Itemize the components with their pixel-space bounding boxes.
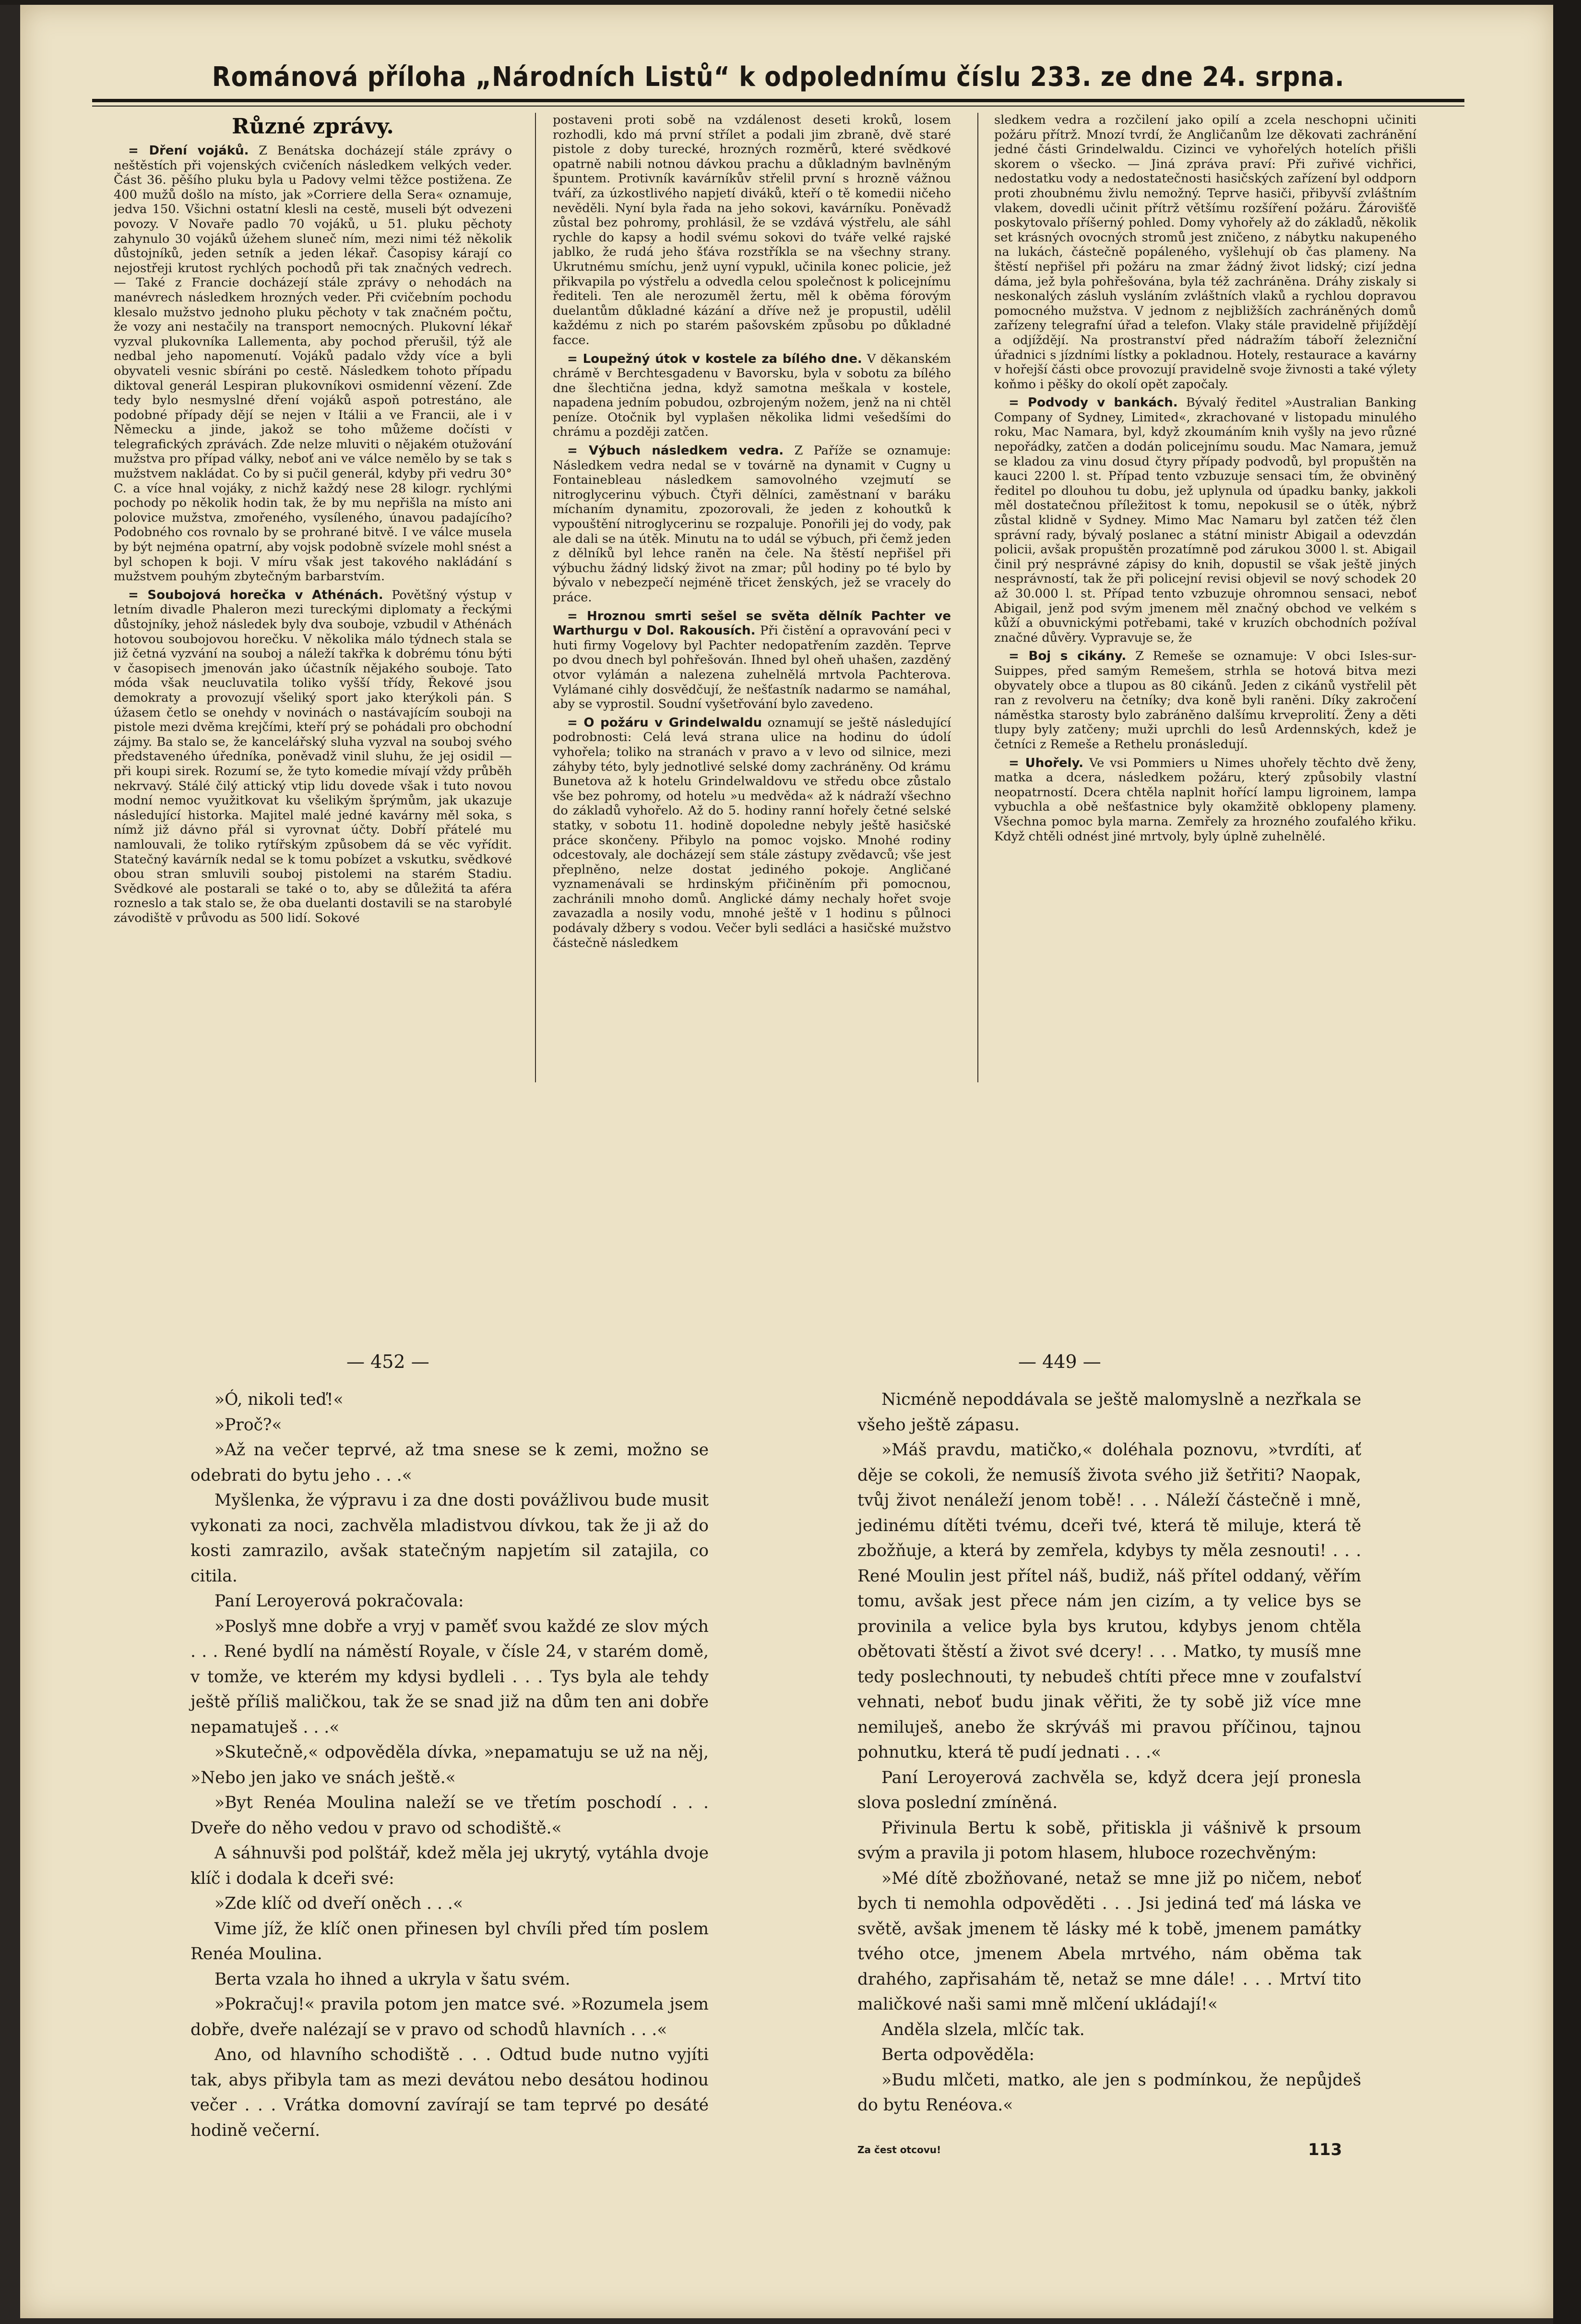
news-item	[994, 395, 1416, 645]
news-item	[553, 352, 951, 440]
novel-paragraph: Nicméně nepoddávala se ještě malomyslně a nezřkala se všeho ještě zápasu.	[857, 1390, 1361, 1435]
novel-paragraph: Berta odpověděla:	[881, 2045, 1035, 2064]
news-column-1	[114, 113, 512, 1078]
novel-paragraph: »Ó, nikoli teď!«	[214, 1390, 344, 1409]
binding-edge	[1553, 0, 1581, 2324]
page-top-edge	[0, 0, 1581, 5]
news-column-2	[553, 113, 951, 1078]
section-heading: Různé zprávy.	[232, 114, 394, 139]
news-column-3	[994, 113, 1416, 1078]
news-item	[553, 716, 951, 951]
news-item	[553, 443, 951, 605]
novel-paragraph: Paní Leroyerová zachvěla se, když dcera její pronesla slova poslední zmíněná.	[857, 1768, 1361, 1812]
novel-paragraph: »Budu mlčeti, matko, ale jen s podmínkou, že nepůjdeš do bytu Renéova.«	[857, 2070, 1361, 2115]
masthead-title: Románová příloha „Národních Listů“ k odpolednímu číslu 233. ze dne 24. srpna.	[212, 61, 1345, 93]
news-item-heading: = Uhořely.	[1009, 755, 1083, 770]
header-rule-thin	[92, 106, 1464, 107]
news-item-text: Bývalý ředitel »Australian Banking Company of Sydney, Limited«, zkrachované v listopadu minulého roku, Mac Namara, byl, když zkoumáním knih vyšly na jevo různé nepořádky, zatčen a dodán policejnímu soudu. Mac Namara, jemuž se kladou za vinu dosud čtyry případy podvodů, byl propuštěn na kauci 2200 l. st. Případ tento vzbuzuje sensaci tím, že obviněný ředitel po dlouhou tu dobu, jež uplynula od úpadku banky, jakkoli měl dostatečnou příležitost k tomu, nepokusil se o útěk, nýbrž zůstal klidně v Sydney. Mimo Mac Namaru byl zatčen též člen správní rady, bývalý poslanec a státní ministr Abigail a odevzdán policii, avšak propuštěn prozatímně pod zárukou 3000 l. st. Abigail činil prý nesprávné zápisy do knih, dopustil se však ještě jiných nesprávností, tak že při policejní revisi objevil se nový schodek 20 až 30.000 l. st. Případ tento vzbuzuje ohromnou sensaci, neboť Abigail, jenž pod svým jmenem měl značný obchod ve velkém s kůží a obuvnickými potřebami, také v kruzích obchodních požíval značné důvěry. Vypravuje se, že	[994, 395, 1416, 645]
novel-paragraph: Přivinula Bertu k sobě, přitiskla ji vášnivě k prsoum svým a pravila ji potom hlasem, hluboce rozechvěným:	[857, 1818, 1361, 1863]
newspaper-page	[20, 5, 1556, 2318]
news-item-heading: = O požáru v Grindelwaldu	[567, 715, 762, 730]
header-rule	[92, 99, 1464, 102]
news-item	[114, 588, 512, 926]
novel-paragraph: Berta vzala ho ihned a ukryla v šatu svém.	[214, 1969, 571, 1989]
novel-paragraph: A sáhnuvši pod polštář, kdež měla jej ukrytý, vytáhla dvoje klíč i dodala k dceři své:	[190, 1844, 709, 1888]
novel-paragraph: Myšlenka, že výpravu i za dne dosti povážlivou bude musit vykonati za noci, zachvěla mladistvou dívkou, tak že ji až do kosti zamrazilo, avšak statečným napjetím sil zatajila, co citila.	[190, 1491, 709, 1586]
news-item	[994, 113, 1416, 392]
news-item-text: Z Benátska docházejí stále zprávy o neštěstích při vojenských cvičeních následkem velkých veder. Část 36. pěšího pluku byla u Padovy velmi těžce postižena. Ze 400 mužů došlo na místo, jak »Corriere della Sera« oznamuje, jedva 150. Všichni ostatní klesli na cestě, museli být odvezeni povozy. V Novaře padlo 70 vojáků, u 51. pluku pěchoty zahynulo 30 vojáků úžehem sluneč ním, mezi nimi též několik důstojníků, jeden setník a jeden lékař. Časopisy kárají co nejostřeji krutost rychlých pochodů při tak značných vedrech. — Také z Francie docházejí stále zprávy o nehodách na manévrech následkem hrozných veder. Při cvičebním pochodu klesalo mužstvo jednoho pluku pěchoty v tak značném počtu, že vozy ani nestačily na transport nemocných. Plukovní lékař vyzval plukovníka Lallementa, aby pochod přerušil, týž ale nedbal jeho napomenutí. Vojáků padalo vždy více a byli obyvateli vesnic sbíráni po cestě. Následkem tohoto případu diktoval generál Lespiran plukovníkovi osmidenní vězení. Zde tedy bylo nesmyslné dření vojáků aspoň potrestáno, ale podobné případy dějí se nejen v Itálii a ve Francii, ale i v Německu a jinde, jakož se toho můžeme dočísti v telegrafických zprávách. Zde nelze mluviti o nějakém otužování mužstva pro případ války, neboť ani ve válce nemělo by se tak s mužstvem nakládat. Co by si pučil generál, kdyby při vedru 30° C. a více hnal vojáky, z nichž každý nese 28 kilogr. rychlými pochody po několik hodin tak, že by mu nepřišla na místo ani polovice mužstva, zmořeného, vysíleného, únavou padajícího? Podobného cos rovnalo by se prohrané bitvě. I ve válce musela by být nejména opatrní, aby vojsk podobně svízele mohl snést a byl schopen k boji. V míru však jest takového nakládání s mužstvem pouhým zbytečným barbarstvím.	[114, 144, 512, 584]
news-item	[994, 649, 1416, 752]
novel-paragraph: Vime jíž, že klíč onen přinesen byl chvíli před tím poslem Renéa Moulina.	[190, 1919, 709, 1964]
news-item-heading: = Hroznou smrti sešel se světa dělník Pachter ve Warthurgu v Dol. Rakousích.	[553, 609, 951, 638]
news-item-heading: = Podvody v bankách.	[1009, 395, 1178, 410]
news-item	[114, 144, 512, 584]
news-item-heading: = Loupežný útok v kostele za bílého dne.	[567, 351, 862, 366]
news-item	[994, 756, 1416, 844]
novel-paragraph: »Zde klíč od dveří oněch . . .«	[214, 1894, 463, 1913]
news-item-heading: = Dření vojáků.	[128, 144, 249, 158]
novel-paragraph: Anděla slzela, mlčíc tak.	[881, 2020, 1085, 2039]
news-item-text: Z Paříže se oznamuje: Následkem vedra nedal se v továrně na dynamit v Cugny u Fontainebleau následkem samovolného vzejmutí se nitroglycerinu výbuch. Čtyři dělníci, zaměstnaní v baráku míchaním dynamitu, zpozorovali, že jeden z kohoutků k vypouštění nitroglycerinu se rozpaluje. Ponořili jej do vody, pak ale dali se na útěk. Minutu na to udál se výbuch, při čemž jeden z dělníků byl lehce raněn na čele. Na štěstí nepřišel při výbuchu žádný lidský život na zmar; půl hodiny po té bylo by bývalo v nebezpečí nejméně třicet ženských, jež se vracely do práce.	[553, 443, 951, 605]
novel-paragraph: »Až na večer teprvé, až tma snese se k zemi, možno se odebrati do bytu jeho . . .«	[190, 1440, 709, 1485]
news-item	[553, 609, 951, 712]
news-item-text: Z Remeše se oznamuje: V obci Isles-sur-Suippes, před samým Remešem, strhla se hotová bitva mezi obyvately obce a tlupou as 80 cikánů. Jeden z cikánů vystřelil pět ran z revolveru na četníky; dva koně byli raněni. Díky zakročení náměstka starosty bylo zabráněno dalšímu krveprolití. Ženy a děti tlupy byly zatčeny; muži uprchli do lesů Ardennských, kdež je četníci z Remeše a Rethelu pronásledují.	[994, 649, 1416, 752]
novel-paragraph: »Byt Renéa Moulina naleží se ve třetím poschodí . . . Dveře do něho vedou v pravo od schodiště.«	[190, 1793, 709, 1838]
news-item-text: Povětšný výstup v letním divadle Phaleron mezi tureckými diplomaty a řeckými důstojníky, jehož následek byly dva souboje, vzbudil v Athénách hotovou soubojovou horečku. V několika málo týdnech stala se již četná vyzvání na souboj a náleží takřka k dobrému tónu býti v časopisech jmenován jako účastník nějakého souboje. Tato móda však neucluvatila toliko vyšší třídy, Řekové jsou demokraty a provozují všeliký sport jako kterýkoli pán. S úžasem četlo se onehdy v novinách o nastávajícím souboji na pistole mezi dvěma krejčími, kteří prý se pohádali pro obchodní zájmy. Ba stalo se, že kancelářský sluha vyzval na souboj svého představeného úředníka, poněvadž vinil sluhu, že jej osidil — při koupi sirek. Rozumí se, že tyto komedie mívají vždy průběh nekrvavý. Stálé čilý attický vtip lidu dovede však i tuto novou modní nemoc využitkovat ku všelikým šprýmům, jak ukazuje následující historka. Majitel malé jedné kavárny měl soka, s nímž již dávno přál si vyrovnat účty. Dobří přátelé mu namlouvali, že toliko rytířským způsobem dá se věc vyřídit. Statečný kavárník nedal se k tomu pobízet a vskutku, svědkové obou stran smluvili souboj pistolemi na starém Stadiu. Svědkové ale postarali se také o to, aby se důležitá ta aféra rozneslo a tak stalo se, že oba duelanti dostavili se na starobylé závodiště v průvodu as 500 lidí. Sokové	[114, 587, 512, 925]
column-divider	[535, 113, 536, 1082]
news-item-text: oznamují se ještě následující podrobnosti: Celá levá strana ulice na hodinu do údolí vyhořela; toliko na stranách v pravo a v levo od silnice, mezi záhyby této, byly jednotlivé selské domy zachráněny. Od krámu Bunetova až k hotelu Grindelwaldovu ve středu obce zůstalo vše bez pohromy, od hotelu »u medvěda« až k nádraží všechno do základů vyhořelo. Až do 5. hodiny ranní hořely četné selské statky, v sobotu 11. hodině dopoledne nebyly ještě hasičské práce skončeny. Přibylo na pomoc vojsko. Mnohé rodiny odcestovaly, ale docházejí sem stále zástupy zvědavců; vše jest přeplněno, nelze dostat jediného pokoje. Angličané vyznamenávali se hrdinským přičiněním při pomocnou, zachránili mnoho domů. Anglické dámy nechaly hořet svoje zavazadla a nosily vodu, mnohé ještě v 1 hodinu s půlnoci podávaly džbery s vodou. Večer byli sedláci a hasičské mužstvo částečně následkem	[553, 715, 951, 950]
novel-page-footer	[857, 2137, 1361, 2163]
news-item-text: Ve vsi Pommiers u Nimes uhořely těchto dvě ženy, matka a dcera, následkem požáru, který způsobily vlastní neopatrností. Dcera chtěla naplnit hořící lampu ligroinem, lampa vybuchla a obě nešťastnice byly okamžitě obklopeny plameny. Všechna pomoc byla marna. Zemřely za hrozného zoufalého křiku. Když chtěli odnést jiné mrtvoly, byly úplně zuhelnělé.	[994, 755, 1416, 844]
novel-paragraph: »Mé dítě zbožňované, netaž se mne již po ničem, neboť bych ti nemohla odpověděti . . . Jsi jediná teď má láska ve světě, avšak jmenem tě lásky mé k tobě, jmenem památky tvého otce, jmenem Abela mrtvého, nám oběma tak drahého, zapřisahám tě, netaž se mne dále! . . . Mrtví tito maličkové naši sami mně mlčení ukládají!«	[857, 1869, 1361, 2014]
news-item-heading: = Soubojová horečka v Athénách.	[128, 587, 383, 602]
novel-paragraph: Ano, od hlavního schodiště . . . Odtud bude nutno vyjíti tak, abys přibyla tam as mezi devátou nebo desátou hodinou večer . . . Vrátka domovní zavírají se tam teprvé po desáté hodině večerní.	[190, 2045, 709, 2140]
footer-signature: Za čest otcovu!	[857, 2144, 941, 2156]
novel-page-number-right: — 449 —	[1018, 1351, 1101, 1372]
novel-page-left	[190, 1387, 709, 2143]
novel-paragraph: »Máš pravdu, matičko,« doléhala poznovu, »tvrdíti, ať děje se cokoli, že nemusíš života svého již šetřiti? Naopak, tvůj život nenáleží jenom tobě! . . . Náleží částečně i mně, jedinému dítěti tvému, dceři tvé, která tě miluje, která tě zbožňuje, a která by zemřela, kdybys ty měla zesnouti! . . . René Moulin jest přítel náš, budiž, náš přítel oddaný, věřím tomu, avšak jest přece nám jen cizím, a ty velice bys se provinila a velice byla bys krutou, kdybys jenom chtěla obětovati štěstí a život své dcery! . . . Matko, ty musíš mne tedy poslechnouti, ty nebudeš chtíti přece mne v zoufalství vehnati, neboť budu jinak věřiti, že ty sobě již více mne nemiluješ, anebo že skrýváš mi pravou příčinou, tajnou pohnutku, která tě pudí jednati . . .«	[857, 1440, 1361, 1762]
novel-paragraph: »Pokračuj!« pravila potom jen matce své. »Rozumela jsem dobře, dveře nalézají se v pravo od schodů hlavních . . .«	[190, 1995, 709, 2039]
news-item-heading: = Výbuch následkem vedra.	[567, 443, 784, 458]
news-item-text: V děkanském chrámě v Berchtesgadenu v Bavorsku, byla v sobotu za bílého dne šlechtična jedna, když samotna meškala v kostele, napadena jedním pobudou, ozbrojeným nožem, jenž na ni chtěl peníze. Otočnik byl vyplašen několika lidmi vešedšími do chrámu a později zatčen.	[553, 351, 951, 440]
footer-sheet-number: 113	[1308, 2140, 1342, 2159]
news-item-text: postaveni proti sobě na vzdálenost deseti kroků, losem rozhodli, kdo má první střílet a podali jim zbraně, dvě staré pistole z doby turecké, hrozných rozměrů, které svědkové opatrně nabili notnou dávkou prachu a důkladným bavlněným špuntem. Protivník kavárníkův střelil první s hrozně vážnou tváří, za úzkostlivého napjetí diváků, kteří o tě komedii ničeho nevěděli. Nyní byla řada na jeho sokovi, kavárníku. Poněvadž zůstal bez pohromy, prohlásil, že se vzdává výstřelu, ale sáhl rychle do kapsy a hodil svému sokovi do tváře velké rajské jablko, že rudá jeho šťáva rozstříkla se na všechny strany. Ukrutnému smíchu, jenž uyní vypukl, učinila konec policie, jež přikvapila po výstřelu a odvedla celou společnost k policejnímu řediteli. Ten ale nerozuměl žertu, měl k oběma fórovým duelantům důkladné kázání a dříve než je propustil, udělil každému z nich po starém pašovském způsobu po důkladné facce.	[553, 113, 951, 347]
news-item-heading: = Boj s cikány.	[1009, 649, 1127, 664]
novel-paragraph: Paní Leroyerová pokračovala:	[214, 1592, 464, 1611]
news-item	[553, 113, 951, 348]
novel-paragraph: »Skutečně,« odpověděla dívka, »nepamatuju se už na něj, »Nebo jen jako ve snách ještě.«	[190, 1743, 709, 1787]
news-item-text: Při čistění a opravování peci v huti firmy Vogelovy byl Pachter nedopatřením zazděn. Teprve po dvou dnech byl pohřešován. Ihned byl oheň uhašen, zazděný otvor vylámán a nalezena zuhelnělá mrtvola Pachterova. Vylámané cihly dosvědčují, že nešťastník nadarmo se namáhal, aby se vyprostil. Soudní vyšetřování bylo zavedeno.	[553, 623, 951, 712]
news-item-text: sledkem vedra a rozčilení jako opilí a zcela neschopni učiniti požáru přítrž. Mnozí tvrdí, že Angličanům lze děkovati zachránění jedné části Grindelwaldu. Cizinci ve vyhořelých hotelích přišli skorem o všecko. — Jiná zpráva praví: Při zuřivé vichřici, nedostatku vody a nedostatečnosti hasičských zařízení byl oddporn proti zhoubnému živlu nemožný. Teprve hasiči, přibyvší zvláštním vlakem, dovedli učinit přítrž většímu rozšíření požáru. Žárovišťě poskytovalo příšerný pohled. Domy vyhořely až do základů, několik set krásných ovocných stromů jest zničeno, z nábytku nakupeného na lukách, částečně popáleného, vyšlehují ob čas plameny. Na štěstí nepřišel při požáru na zmar žádný život lidský; cizí jedna dáma, jež byla pohřešována, byla též zachráněna. Dráhy ziskaly si neskonalých zásluh vysláním zvláštních vlaků a rychlou dopravou pomocného mužstva. V jednom z nejbližších zachráněných domů zařízeny telegrafní úřad a telefon. Vlaky stále pravidelně přijíždějí a odjíždějí. Na prostranství před nádražím táboří železniční úřadnici s jízdními lístky a pokladnou. Hotely, restaurace a kavárny v hořejší části obce provozují pravidelně svoje živnosti a také výlety koňmo i pěšky do okolí opět započaly.	[994, 113, 1416, 392]
novel-paragraph: »Proč?«	[214, 1415, 282, 1435]
novel-paragraph: »Poslyš mne dobře a vryj v paměť svou každé ze slov mých . . . René bydlí na náměstí Royale, v čísle 24, v starém domě, v tomže, ve kterém my kdysi bydleli . . . Tys byla ale tehdy ještě příliš maličkou, tak že se snad již na dům ten ani dobře nepamatuješ . . .«	[190, 1617, 709, 1737]
column-divider	[977, 113, 978, 1082]
novel-page-number-left: — 452 —	[346, 1351, 429, 1372]
novel-page-right	[857, 1387, 1361, 2162]
